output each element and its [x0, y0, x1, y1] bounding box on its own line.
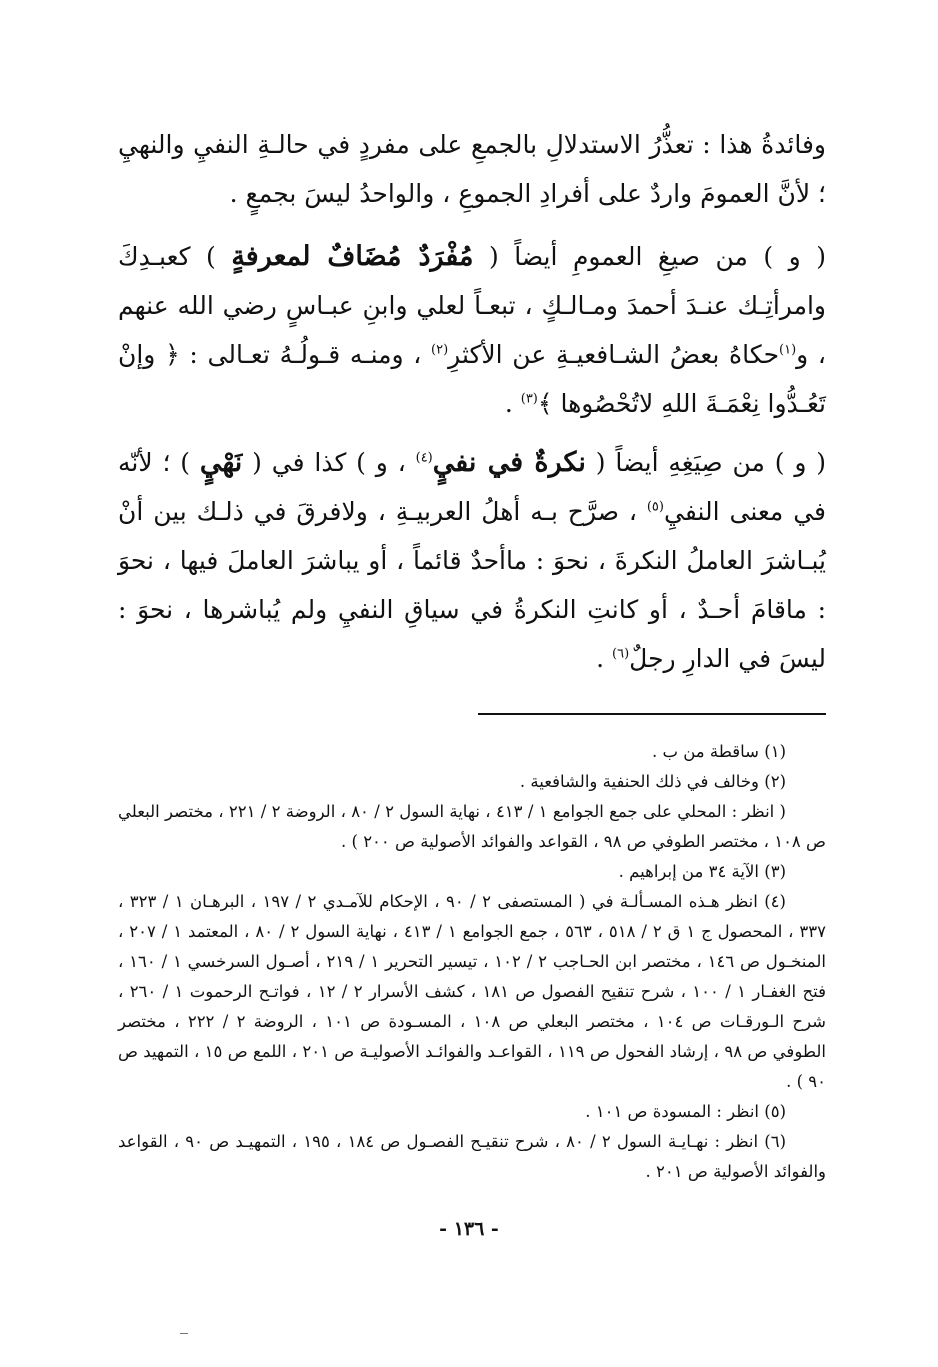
paragraph-3 — [118, 438, 826, 683]
footnote-ref-5[interactable]: (٥) — [646, 499, 664, 515]
scan-mark — [180, 1333, 188, 1334]
footnote-ref-3[interactable]: (٣) — [520, 391, 538, 407]
footnote-5: (٥) انظر : المسودة ص ١٠١ . — [585, 1102, 786, 1121]
paragraph-2-text-e: ، ومنـه قـولُـهُ تعـالى : ﴿ وإنْ تَعُـدُّوا نِعْمَـةَ اللهِ لاتُحْصُوها ﴾ — [118, 340, 826, 418]
paragraph-2-text-d: حكاهُ بعضُ الشـافعيـةِ عن الأكثرِ — [448, 340, 780, 369]
footnote-3: (٣) الآية ٣٤ من إبراهيم . — [618, 862, 786, 881]
paragraph-3-text-c: ، و ) كذا في ( — [242, 448, 416, 477]
footnote-ref-1[interactable]: (١) — [779, 342, 797, 358]
paragraph-2-text-c: ) كعبـدِكَ وامرأتِـك عنـدَ أحمدَ ومـالـكٍ ، تبعـاً لعلي وابنِ عبـاسٍ رضي الله عنهم ، و — [118, 242, 827, 369]
footnote-separator — [478, 713, 826, 715]
footnote-ref-6[interactable]: (٦) — [612, 646, 630, 662]
footnote-ref-2[interactable]: (٢) — [431, 342, 449, 358]
paragraph-3-text-a: ( و ) من صِيَغِهِ أيضاً ( — [585, 448, 826, 477]
paragraph-3-text-g: . — [596, 644, 613, 673]
paragraph-3-emphasis-1: نكرةٌ في نفيٍ — [432, 447, 586, 478]
paragraph-2-text-f: . — [504, 389, 521, 418]
footnote-1: (١) ساقطة من ب . — [651, 742, 786, 761]
paragraph-2 — [118, 232, 826, 428]
paragraph-2-text-a: ( و ) من صيغِ العمومِ أيضاً ( — [473, 242, 826, 271]
footnote-2: (٢) وخالف في ذلك الحنفية والشافعية . — [519, 772, 786, 791]
main-text — [118, 120, 826, 683]
page-number: - ١٣٦ - — [439, 1218, 499, 1240]
footnote-ref-4[interactable]: (٤) — [415, 450, 433, 466]
footnote-2-continued: ( انظر : المحلي على جمع الجوامع ١ / ٤١٣ ، نهاية السول ٢ / ٨٠ ، الروضة ٢ / ٢٢١ ، مختصر البعلي ص ١٠٨ ، مختصر الطوفي ص ٩٨ ، القواعد والفوائد الأصولية ص ٢٠٠ ) . — [118, 802, 826, 851]
paragraph-3-text-f: ، صرَّح بـه أهلُ العربيـةِ ، ولافرقَ في ذلـك بين أنْ يُبـاشرَ العاملُ النكرةَ ، نحوَ : ماأحدٌ قائماً ، أو يباشرَ العاملَ فيها ، نحوَ : ماقامَ أحـدٌ ، أو كانتِ النكرةُ في سياقِ النفيِ ولم يُباشرها ، نحوَ : ليسَ في الدارِ رجلٌ — [118, 497, 826, 673]
paragraph-3-emphasis-2: نَهْيٍ — [199, 447, 243, 478]
paragraph-2-emphasis: مُفْرَدٌ مُضَافٌ لمعرفةٍ — [231, 241, 474, 272]
footnotes — [118, 737, 826, 1187]
paragraph-1-text: وفائدةُ هذا : تعذُّرُ الاستدلالِ بالجمعِ على مفردٍ في حالـةِ النفيِ والنهيِ ؛ لأنَّ العمومَ واردٌ على أفرادِ الجموعِ ، والواحدُ ليسَ بجمعٍ . — [118, 130, 826, 208]
footnote-6: (٦) انظر : نهـايـة السول ٢ / ٨٠ ، شرح تنقيـح الفصـول ص ١٨٤ ، ١٩٥ ، التمهيـد ص ٩٠ ، القواعد والفوائد الأصولية ص ٢٠١ . — [118, 1132, 826, 1181]
paragraph-1 — [118, 120, 826, 218]
paragraph-3-text-e: ) ؛ لأنّه في معنى النفيِ — [118, 448, 826, 526]
footnote-4: (٤) انظر هـذه المسـألـة في ( المستصفى ٢ / ٩٠ ، الإحكام للآمـدي ٢ / ١٩٧ ، البرهـان ١ / ٣٢٣ ، ٣٣٧ ، المحصول ج ١ ق ٢ / ٥١٨ ، ٥٦٣ ، جمع الجوامع ١ / ٤١٣ ، نهاية السول ٢ / ٨٠ ، المعتمد ١ / ٢٠٧ ، المنخـول ص ١٤٦ ، مختصر ابن الحـاجب ٢ / ١٠٢ ، تيسير التحرير ١ / ٢١٩ ، أصـول السرخسي ١ / ١٦٠ ، فتح الغفـار ١ / ١٠٠ ، شرح تنقيح الفصول ص ١٨١ ، كشف الأسرار ٢ / ١٢ ، فواتـح الرحموت ١ / ٢٦٠ ، شرح الـورقـات ص ١٠٤ ، مختصر البعلي ص ١٠٨ ، المسـودة ص ١٠١ ، الروضة ٢ / ٢٢٢ ، مختصر الطوفي ص ٩٨ ، إرشاد الفحول ص ١١٩ ، القواعـد والفوائـد الأصوليـة ص ٢٠١ ، اللمع ص ١٥ ، التمهيد ص ٩٠ ) . — [118, 892, 827, 1091]
